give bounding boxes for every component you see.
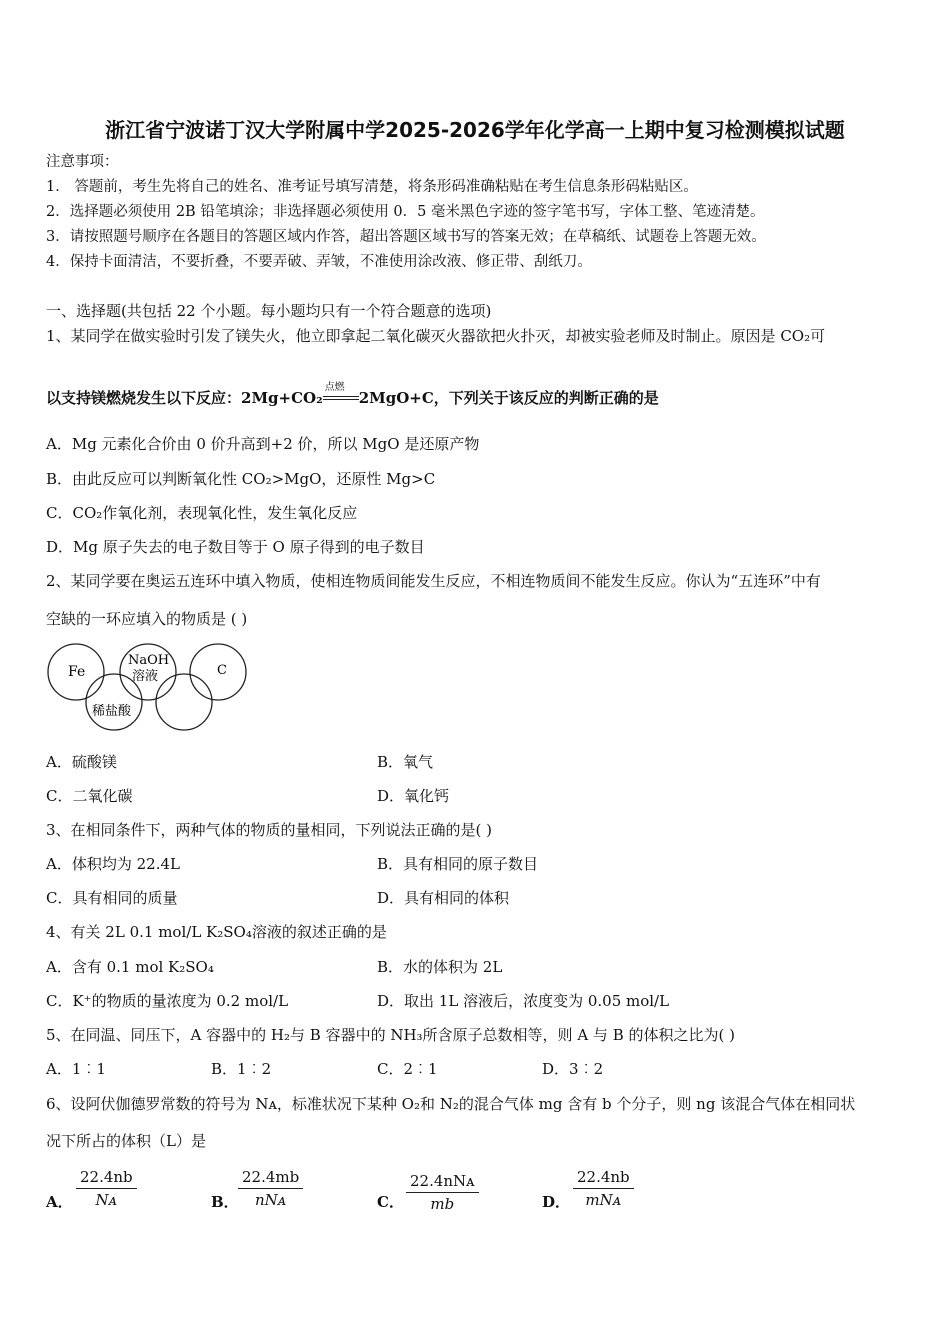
q6-stem-line2: 况下所占的体积（L）是 <box>46 1132 206 1150</box>
q6-option-c-fraction[interactable] <box>406 1170 479 1215</box>
q1-option-c[interactable]: C．CO₂作氧化剂，表现氧化性，发生氧化反应 <box>46 504 358 522</box>
q5-option-b[interactable]: B．1︰2 <box>211 1060 272 1078</box>
note-item: 2．选择题必须使用 2B 铅笔填涂；非选择题必须使用 0．5 毫米黑色字迹的签字笔书写，字体工整、笔迹清楚。 <box>46 204 765 220</box>
q2-stem-line2: 空缺的一环应填入的物质是 ( ) <box>46 610 248 628</box>
fraction-denominator: mb <box>430 1195 455 1213</box>
ring-label-solution: 溶液 <box>132 669 159 684</box>
fraction-numerator: 22.4nNᴀ <box>406 1170 479 1193</box>
reaction-arrow <box>323 382 359 408</box>
five-rings-diagram <box>46 642 251 734</box>
page-title: 浙江省宁波诺丁汉大学附属中学2025-2026学年化学高一上期中复习检测模拟试题 <box>105 118 845 142</box>
q6-option-a-fraction[interactable] <box>76 1166 137 1211</box>
q4-stem: 4、有关 2L 0.1 mol/L K₂SO₄溶液的叙述正确的是 <box>46 923 387 941</box>
reaction-condition: 点燃 <box>324 382 345 393</box>
q6-option-b-fraction[interactable] <box>238 1166 303 1211</box>
q6-option-d-fraction[interactable] <box>573 1166 634 1211</box>
ring-label-c: C <box>217 663 227 678</box>
q1-equation-left: 以支持镁燃烧发生以下反应：2Mg+CO₂ <box>46 389 323 407</box>
fraction-numerator: 22.4nb <box>573 1166 634 1189</box>
q2-stem-line1: 2、某同学要在奥运五连环中填入物质，使相连物质间能发生反应，不相连物质间不能发生反应。你认为“五连环”中有 <box>46 572 821 590</box>
q1-option-a[interactable]: A．Mg 元素化合价由 0 价升高到+2 价，所以 MgO 是还原产物 <box>46 435 480 453</box>
q3-option-c[interactable]: C．具有相同的质量 <box>46 889 178 907</box>
ring-label-hcl: 稀盐酸 <box>92 704 132 719</box>
notes-heading: 注意事项： <box>46 154 119 170</box>
q4-option-a[interactable]: A．含有 0.1 mol K₂SO₄ <box>46 958 214 976</box>
note-item: 3．请按照题号顺序在各题目的答题区域内作答，超出答题区域书写的答案无效；在草稿纸、试题卷上答题无效。 <box>46 229 766 245</box>
q5-option-c[interactable]: C．2︰1 <box>377 1060 438 1078</box>
fraction-denominator: mNᴀ <box>585 1191 622 1209</box>
q3-stem: 3、在相同条件下，两种气体的物质的量相同，下列说法正确的是( ) <box>46 821 493 839</box>
q5-option-d[interactable]: D．3︰2 <box>542 1060 604 1078</box>
fraction-numerator: 22.4mb <box>238 1166 303 1189</box>
q2-option-c[interactable]: C．二氧化碳 <box>46 787 133 805</box>
q4-option-b[interactable]: B．水的体积为 2L <box>377 958 503 976</box>
section-heading: 一、选择题(共包括 22 个小题。每小题均只有一个符合题意的选项) <box>46 302 492 320</box>
q6-option-c-label[interactable]: C． <box>377 1193 404 1211</box>
fraction-denominator: Nᴀ <box>95 1191 118 1209</box>
ring-label-naoh: NaOH <box>128 653 170 668</box>
note-item: 4．保持卡面清洁，不要折叠，不要弄破、弄皱，不准使用涂改液、修正带、刮纸刀。 <box>46 254 592 270</box>
q2-option-a[interactable]: A．硫酸镁 <box>46 753 117 771</box>
q3-option-b[interactable]: B．具有相同的原子数目 <box>377 855 539 873</box>
q3-option-a[interactable]: A．体积均为 22.4L <box>46 855 180 873</box>
fraction-numerator: 22.4nb <box>76 1166 137 1189</box>
q5-option-a[interactable]: A．1︰1 <box>46 1060 106 1078</box>
q5-stem: 5、在同温、同压下，A 容器中的 H₂与 B 容器中的 NH₃所含原子总数相等，则 A 与 B 的体积之比为( ) <box>46 1026 735 1044</box>
q1-equation-right: 2MgO+C，下列关于该反应的判断正确的是 <box>358 389 659 407</box>
q1-stem-line2 <box>46 382 659 408</box>
q4-option-d[interactable]: D．取出 1L 溶液后，浓度变为 0.05 mol/L <box>377 992 670 1010</box>
q6-option-b-label[interactable]: B． <box>211 1193 239 1211</box>
q1-option-b[interactable]: B．由此反应可以判断氧化性 CO₂>MgO，还原性 Mg>C <box>46 470 436 488</box>
q1-stem-line1: 1、某同学在做实验时引发了镁失火，他立即拿起二氧化碳灭火器欲把火扑灭，却被实验老师及时制止。原因是 CO₂可 <box>46 327 826 345</box>
q2-option-b[interactable]: B．氧气 <box>377 753 434 771</box>
q6-option-a-label[interactable]: A． <box>46 1193 73 1211</box>
ring-empty <box>156 674 212 730</box>
ring-label-fe: Fe <box>68 664 86 680</box>
q3-option-d[interactable]: D．具有相同的体积 <box>377 889 510 907</box>
note-item: 1． 答题前，考生先将自己的姓名、准考证号填写清楚，将条形码准确粘贴在考生信息条形码粘贴区。 <box>46 179 698 195</box>
q2-option-d[interactable]: D．氧化钙 <box>377 787 450 805</box>
q1-option-d[interactable]: D．Mg 原子失去的电子数目等于 O 原子得到的电子数目 <box>46 538 425 556</box>
fraction-denominator: nNᴀ <box>254 1191 287 1209</box>
q4-option-c[interactable]: C．K⁺的物质的量浓度为 0.2 mol/L <box>46 992 289 1010</box>
q6-option-d-label[interactable]: D． <box>542 1193 571 1211</box>
q6-stem-line1: 6、设阿伏伽德罗常数的符号为 Nᴀ，标准状况下某种 O₂和 N₂的混合气体 mg 含有 b 个分子，则 ng 该混合气体在相同状 <box>46 1095 856 1113</box>
